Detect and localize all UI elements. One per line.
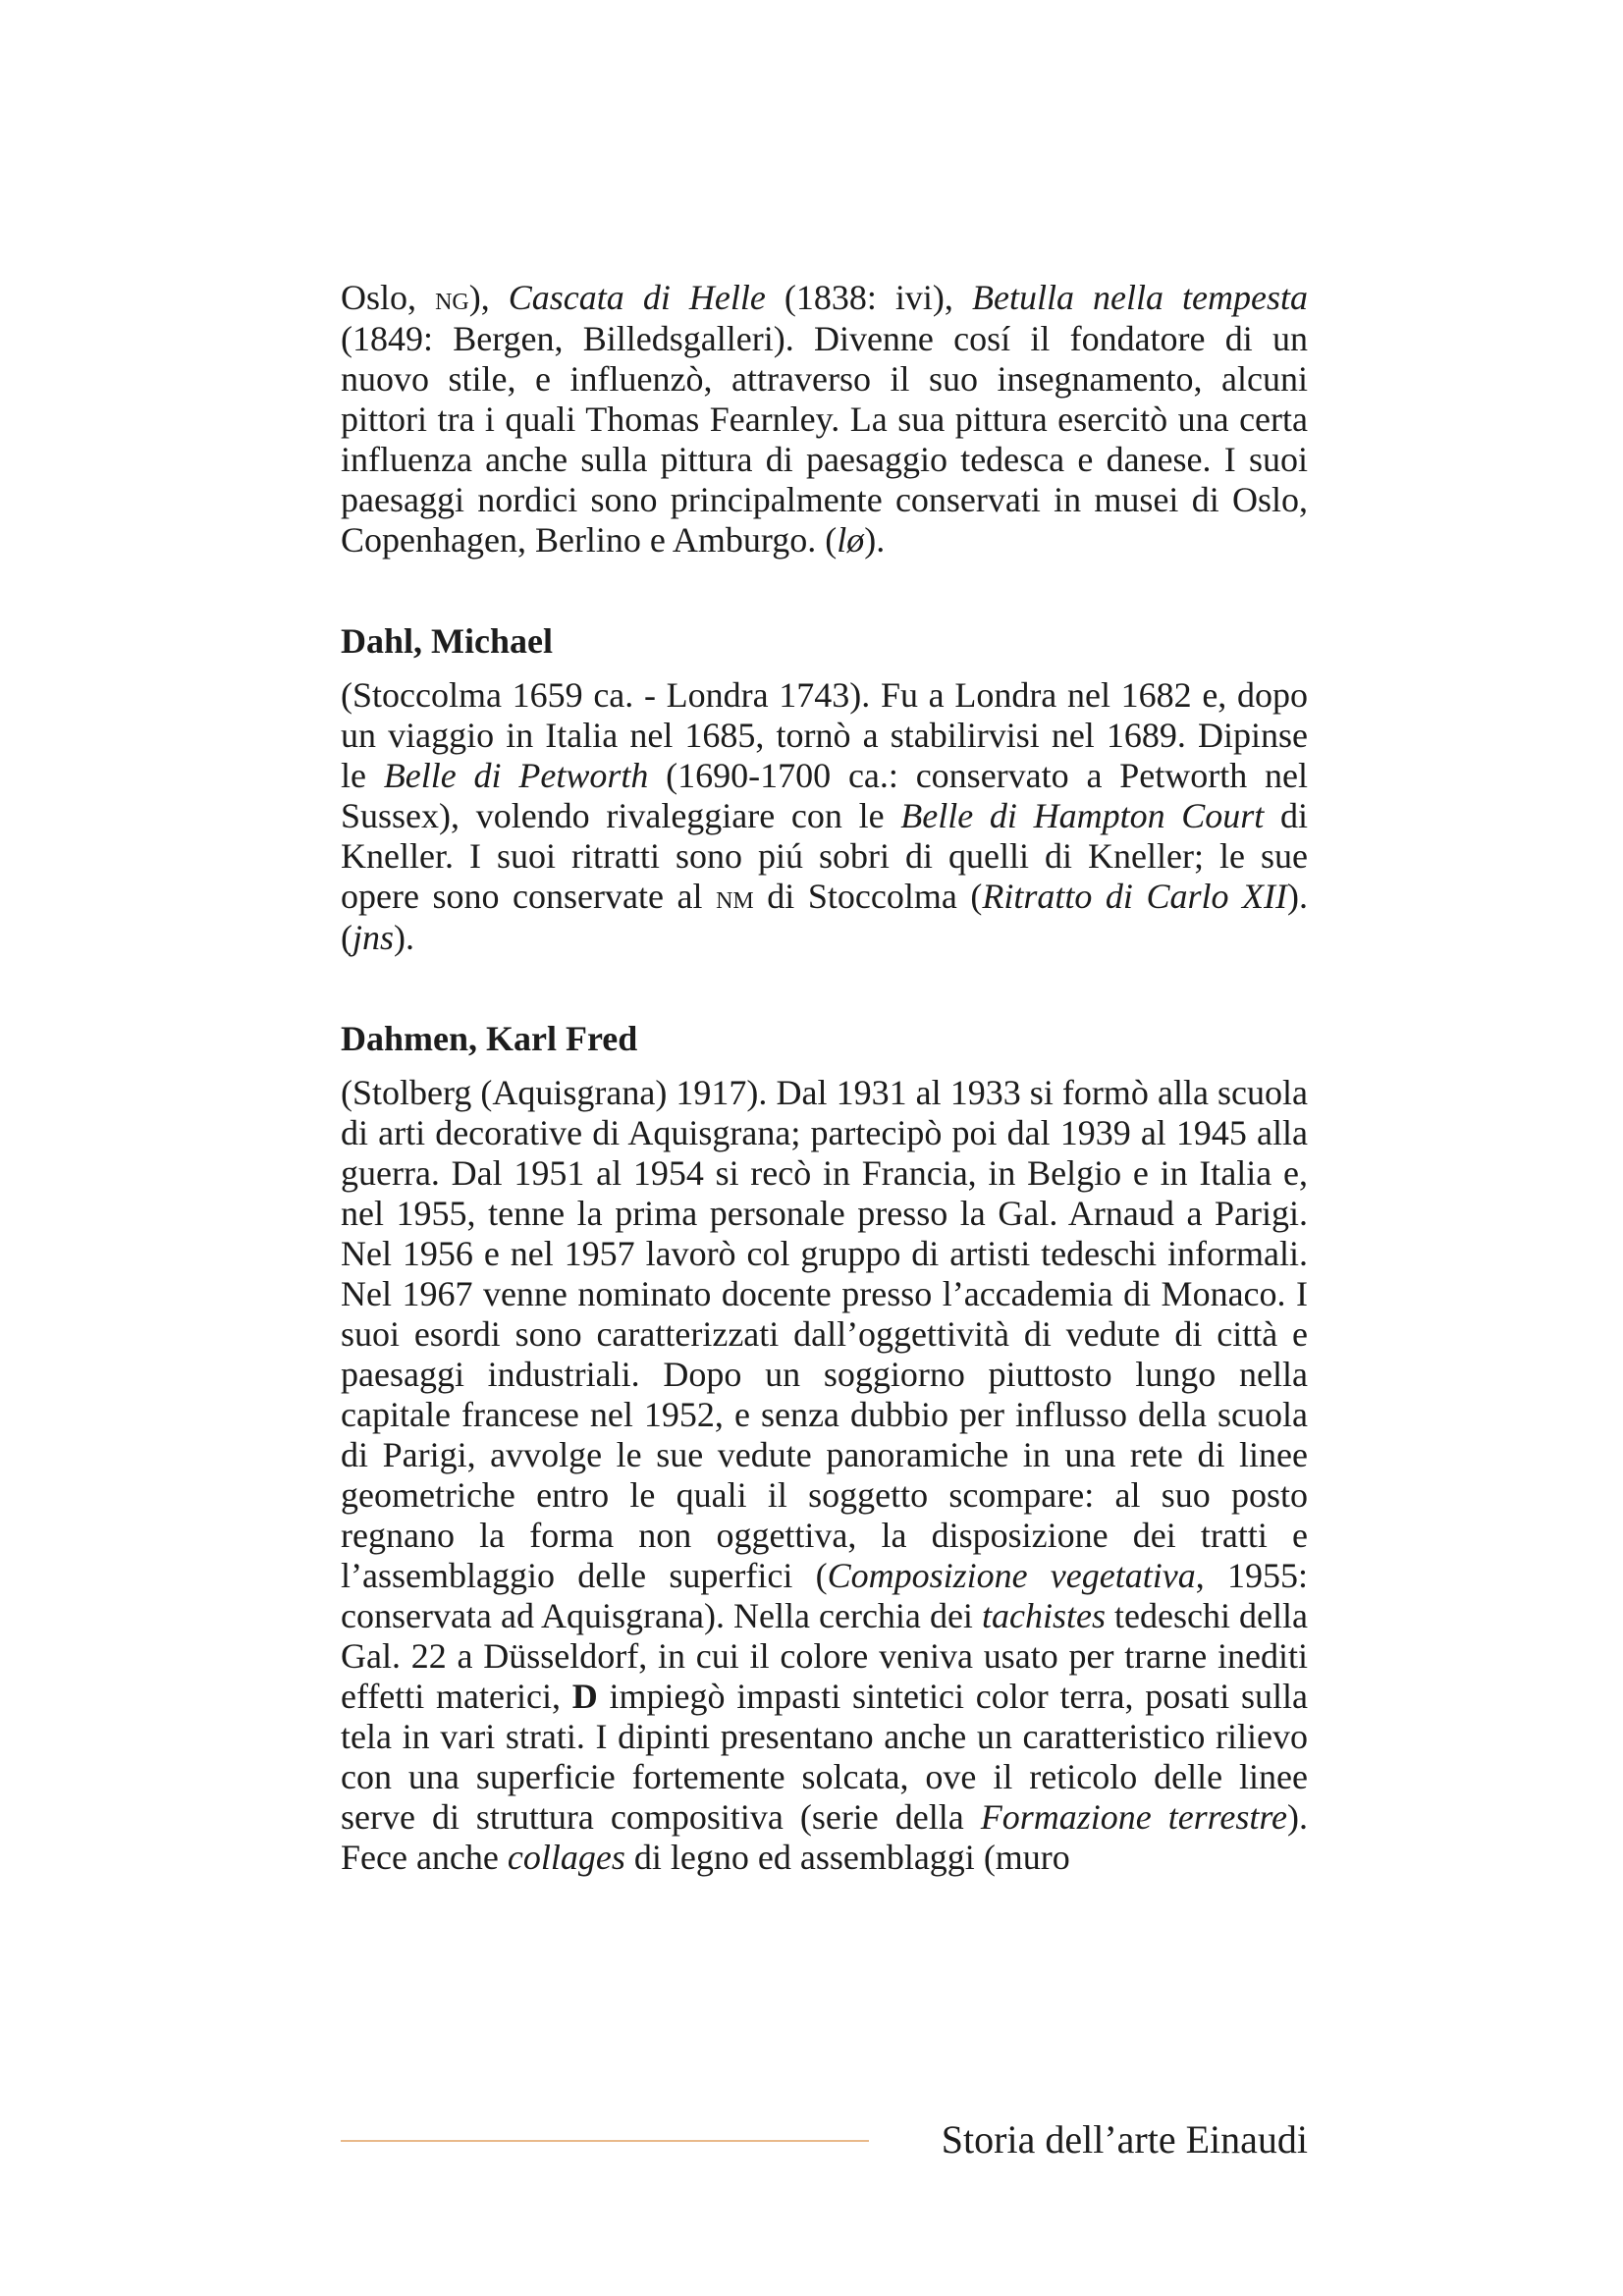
italic-run: Ritratto di Carlo XII <box>982 877 1287 916</box>
entry-body <box>341 1073 1308 1878</box>
footer-title: Storia dell’arte Einaudi <box>941 2117 1308 2162</box>
text-run: ), <box>468 278 509 317</box>
footer-rule <box>341 2140 869 2142</box>
page-footer <box>341 2110 1308 2169</box>
text-run: (1849: Bergen, Billedsgalleri). Divenne cosí il fondatore di un nuovo stile, e influenzò, attraverso il suo insegnamento, alcuni pittori tra i quali Thomas Fearnley. La sua pittura esercitò una certa influenza anche sulla pittura di paesaggio tedesca e danese. I suoi paesaggi nordici sono principalmente conservati in musei di Oslo, Copenhagen, Berlino e Amburgo. ( <box>341 319 1308 560</box>
italic-run: Formazione terrestre <box>980 1797 1287 1837</box>
italic-run: jns <box>352 918 395 957</box>
entry-dahl-michael <box>341 621 1308 958</box>
entry-heading: Dahmen, Karl Fred <box>341 1019 638 1058</box>
italic-run: tachistes <box>982 1596 1106 1635</box>
entry-dahmen-karl-fred <box>341 1019 1308 1878</box>
entry-heading: Dahl, Michael <box>341 621 553 661</box>
text-run: di Stoccolma ( <box>753 877 983 916</box>
entry-gap <box>341 561 1308 621</box>
italic-run: lø <box>837 520 865 560</box>
text-run: ). Fece anche <box>341 1797 1308 1877</box>
text-run: ). <box>394 918 415 957</box>
text-column <box>341 278 1308 1878</box>
text-run: ). ( <box>341 877 1308 957</box>
entry-body <box>341 278 1308 561</box>
italic-run: Belle di Hampton Court <box>900 796 1265 835</box>
entry-gap <box>341 958 1308 1019</box>
text-run: , 1955: conservata ad Aquisgrana). Nella cerchia dei <box>341 1556 1308 1635</box>
italic-run: Belle di Petworth <box>383 756 649 795</box>
text-run: di legno ed assemblaggi (muro <box>624 1838 1070 1877</box>
text-run: di Kneller. I suoi ritratti sono piú sobri di quelli di Kneller; le sue opere sono conservate al <box>341 796 1308 916</box>
italic-run: collages <box>507 1838 625 1877</box>
italic-run: Composizione vegetativa <box>827 1556 1196 1595</box>
text-run: impiegò impasti sintetici color terra, posati sulla tela in vari strati. I dipinti presentano anche un caratteristico rilievo con una superficie fortemente solcata, ove il reticolo delle linee serve di struttura compositiva (serie della <box>341 1677 1308 1837</box>
abbreviation: nm <box>716 880 754 916</box>
entry-body <box>341 675 1308 958</box>
italic-run: Betulla nella tempesta <box>971 278 1308 317</box>
text-run: ). <box>864 520 886 560</box>
abbreviation: ng <box>435 281 469 317</box>
text-run: (Stoccolma 1659 ca. - Londra 1743). Fu a Londra nel 1682 e, dopo un viaggio in Italia nel 1685, tornò a stabilirvisi nel 1689. Dipinse le <box>341 675 1308 795</box>
text-run: Oslo, <box>341 278 436 317</box>
text-run: (1690-1700 ca.: conservato a Petworth nel Sussex), volendo rivaleggiare con le <box>341 756 1309 835</box>
bold-run: D <box>571 1677 598 1716</box>
text-run: tedeschi della Gal. 22 a Düsseldorf, in cui il colore veniva usato per trarne inediti effetti materici, <box>341 1596 1308 1716</box>
italic-run: Cascata di Helle <box>508 278 766 317</box>
text-run: (Stolberg (Aquisgrana) 1917). Dal 1931 al 1933 si formò alla scuola di arti decorative di Aquisgrana; partecipò poi dal 1939 al 1945 alla guerra. Dal 1951 al 1954 si recò in Francia, in Belgio e in Italia e, nel 1955, tenne la prima personale presso la Gal. Arnaud a Parigi. Nel 1956 e nel 1957 lavorò col gruppo di artisti tedeschi informali. Nel 1967 venne nominato docente presso l’accademia di Monaco. I suoi esordi sono caratterizzati dall’oggettività di vedute di città e paesaggi industriali. Dopo un soggiorno piuttosto lungo nella capitale francese nel 1952, e senza dubbio per influsso della scuola di Parigi, avvolge le sue vedute panoramiche in una rete di linee geometriche entro le quali il soggetto scompare: al suo posto regnano la forma non oggettiva, la disposizione dei tratti e l’assemblaggio delle superfici ( <box>341 1073 1308 1595</box>
entry-continuation <box>341 278 1308 561</box>
text-run: (1838: ivi), <box>765 278 972 317</box>
